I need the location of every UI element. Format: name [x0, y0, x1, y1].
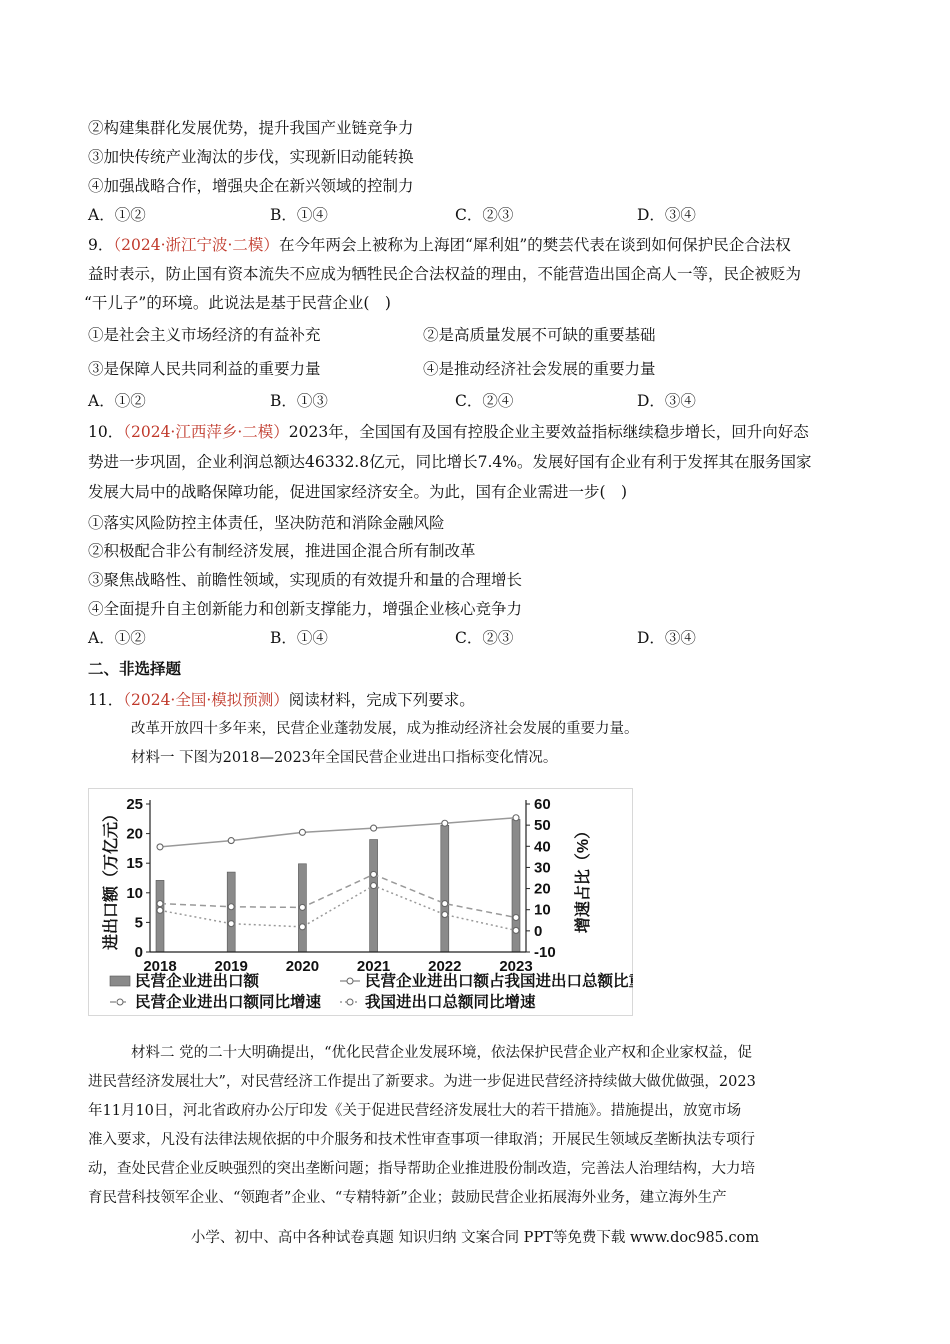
- data-point: [371, 883, 377, 889]
- y-tick-label-right: 50: [534, 817, 551, 835]
- q11-prompt: 阅读材料，完成下列要求。: [288, 691, 475, 709]
- data-point: [157, 907, 163, 913]
- y-tick-label-left: 25: [126, 796, 143, 813]
- q10-item-2: ②积极配合非公有制经济发展，推进国企混合所有制改革: [88, 542, 476, 560]
- q8-item-2: ②构建集群化发展优势，提升我国产业链竞争力: [88, 119, 414, 137]
- q11-material2-line6: 育民营科技领军企业、“领跑者”企业、“专精特新”企业；鼓励民营企业拓展海外业务，建立海外生产: [88, 1190, 727, 1206]
- data-point: [371, 825, 377, 831]
- legend-marker: [347, 978, 353, 984]
- q10-stem-line3: 发展大局中的战略保障功能，促进国家经济安全。为此，国有企业需进一步( ): [88, 483, 628, 501]
- q9-option-a: A．①②: [88, 392, 146, 410]
- q11-material2-line5: 动，查处民营企业反映强烈的突出垄断问题；指导帮助企业推进股份制改造，完善法人治理结构，大力培: [88, 1161, 755, 1177]
- q9-item-1: ①是社会主义市场经济的有益补充: [88, 326, 321, 344]
- q9-text: 在今年两会上被称为上海团“犀利姐”的樊芸代表在谈到如何保护民企合法权: [278, 236, 791, 254]
- q8-option-b: B．①④: [270, 206, 328, 224]
- q11-material1: 材料一 下图为2018—2023年全国民营企业进出口指标变化情况。: [131, 750, 558, 766]
- legend-label: 民营企业进出口额: [135, 973, 260, 990]
- q8-item-4: ④加强战略合作，增强央企在新兴领域的控制力: [88, 177, 414, 195]
- data-point: [371, 871, 377, 877]
- data-point: [228, 904, 234, 910]
- q9-number: 9．: [88, 236, 114, 254]
- q9-item-2: ②是高质量发展不可缺的重要基础: [423, 326, 656, 344]
- y-tick-label-right: 20: [534, 880, 551, 898]
- data-point: [299, 829, 305, 835]
- q9-stem-line3: “干儿子”的环境。此说法是基于民营企业( ): [84, 294, 391, 312]
- q10-stem-line1: [88, 420, 809, 442]
- q10-option-c: C．②③: [455, 629, 514, 647]
- legend-marker: [117, 999, 123, 1005]
- y-tick-label-left: 10: [126, 884, 143, 902]
- q8-option-d: D．③④: [637, 206, 696, 224]
- y-tick-label-right: 10: [534, 901, 551, 919]
- q8-item-3: ③加快传统产业淘汰的步伐，实现新旧动能转换: [88, 148, 414, 166]
- q10-number: 10．: [88, 423, 124, 441]
- y-tick-label-left: 0: [134, 944, 143, 961]
- data-point: [442, 901, 448, 907]
- q9-stem-line1: [88, 233, 791, 255]
- q11-material2-line3: 年11月10日，河北省政府办公厅印发《关于促进民营经济发展壮大的若干措施》。措施提出，放宽市场: [88, 1103, 742, 1119]
- x-tick-label: 2021: [356, 958, 391, 975]
- q9-stem-line2: 益时表示，防止国有资本流失不应成为牺牲民企合法权益的理由，不能营造出国企高人一等，民企被贬为: [88, 265, 802, 283]
- q10-source: （2024·江西萍乡·二模）: [123, 423, 289, 441]
- data-point: [228, 838, 234, 844]
- x-tick-label: 2020: [285, 958, 320, 975]
- q11-number: 11．: [88, 691, 124, 709]
- q10-text: 2023年，全国国有及国有控股企业主要效益指标继续稳步增长，回升向好态: [288, 423, 809, 441]
- q10-option-b: B．①④: [270, 629, 328, 647]
- legend-label: 我国进出口总额同比增速: [365, 994, 536, 1011]
- q9-item-3: ③是保障人民共同利益的重要力量: [88, 360, 321, 378]
- legend-swatch: [110, 976, 130, 986]
- legend-label: 民营企业进出口额同比增速: [135, 994, 322, 1011]
- x-tick-label: 2019: [214, 958, 248, 975]
- q9-option-b: B．①③: [270, 392, 328, 410]
- q8-option-c: C．②③: [455, 206, 514, 224]
- data-point: [157, 901, 163, 907]
- data-point: [228, 921, 234, 927]
- y-axis-title-right: 增速占比（%）: [575, 822, 592, 934]
- bar: [370, 840, 378, 952]
- data-point: [513, 915, 519, 921]
- chart-svg: [88, 788, 633, 1016]
- y-tick-label-right: -10: [534, 944, 556, 961]
- section-heading: 二、非选择题: [88, 659, 182, 678]
- y-tick-label-left: 15: [126, 855, 143, 873]
- q11-material2-line1: 材料二 党的二十大明确提出，“优化民营企业发展环境，依法保护民营企业产权和企业家权益，促: [131, 1045, 753, 1061]
- import-export-chart: [88, 788, 633, 1016]
- data-point: [442, 820, 448, 826]
- q9-item-4: ④是推动经济社会发展的重要力量: [423, 360, 656, 378]
- x-tick-label: 2018: [143, 958, 177, 975]
- legend-label: 民营企业进出口额占我国进出口总额比重: [365, 973, 633, 990]
- y-tick-label-left: 5: [134, 914, 143, 932]
- legend-marker: [347, 999, 353, 1005]
- data-point: [157, 844, 163, 850]
- q9-option-d: D．③④: [637, 392, 696, 410]
- y-tick-label-right: 60: [534, 796, 551, 813]
- q10-option-a: A．①②: [88, 629, 146, 647]
- y-tick-label-right: 30: [534, 859, 551, 877]
- q11-material2-line2: 进民营经济发展壮大”，对民营经济工作提出了新要求。为进一步促进民营经济持续做大做优做强，2023: [88, 1074, 756, 1090]
- q8-option-a: A．①②: [88, 206, 146, 224]
- data-point: [513, 927, 519, 933]
- data-point: [299, 924, 305, 930]
- q10-option-d: D．③④: [637, 629, 696, 647]
- x-tick-label: 2022: [428, 958, 462, 975]
- data-point: [513, 815, 519, 821]
- bar: [227, 872, 235, 952]
- y-axis-title-left: 进出口额（万亿元）: [103, 805, 120, 951]
- series-line: [160, 874, 516, 917]
- q11-intro: 改革开放四十多年来，民营企业蓬勃发展，成为推动经济社会发展的重要力量。: [131, 721, 639, 737]
- y-tick-label-right: 0: [534, 922, 543, 940]
- q10-item-1: ①落实风险防控主体责任，坚决防范和消除金融风险: [88, 514, 445, 532]
- q11-material2-line4: 准入要求，凡没有法律法规依据的中介服务和技术性审查事项一律取消；开展民生领域反垄断执法专项行: [88, 1132, 755, 1148]
- page-footer: 小学、初中、高中各种试卷真题 知识归纳 文案合同 PPT等免费下载 www.doc985.com: [190, 1230, 760, 1246]
- q10-item-3: ③聚焦战略性、前瞻性领域，实现质的有效提升和量的合理增长: [88, 571, 523, 589]
- q10-stem-line2: 势进一步巩固，企业利润总额达46332.8亿元，同比增长7.4%。发展好国有企业有利于发挥其在服务国家: [88, 453, 812, 471]
- q9-option-c: C．②④: [455, 392, 514, 410]
- series-line: [160, 818, 516, 847]
- bar: [441, 825, 449, 952]
- x-tick-label: 2023: [499, 958, 533, 975]
- y-tick-label-right: 40: [534, 838, 551, 856]
- data-point: [299, 904, 305, 910]
- q11-stem: [88, 688, 475, 710]
- y-tick-label-left: 20: [126, 825, 143, 843]
- q10-item-4: ④全面提升自主创新能力和创新支撑能力，增强企业核心竞争力: [88, 600, 523, 618]
- bar: [156, 880, 164, 952]
- q11-source: （2024·全国·模拟预测）: [123, 691, 289, 709]
- q9-source: （2024·浙江宁波·二模）: [113, 236, 279, 254]
- data-point: [442, 912, 448, 918]
- series-line: [160, 886, 516, 931]
